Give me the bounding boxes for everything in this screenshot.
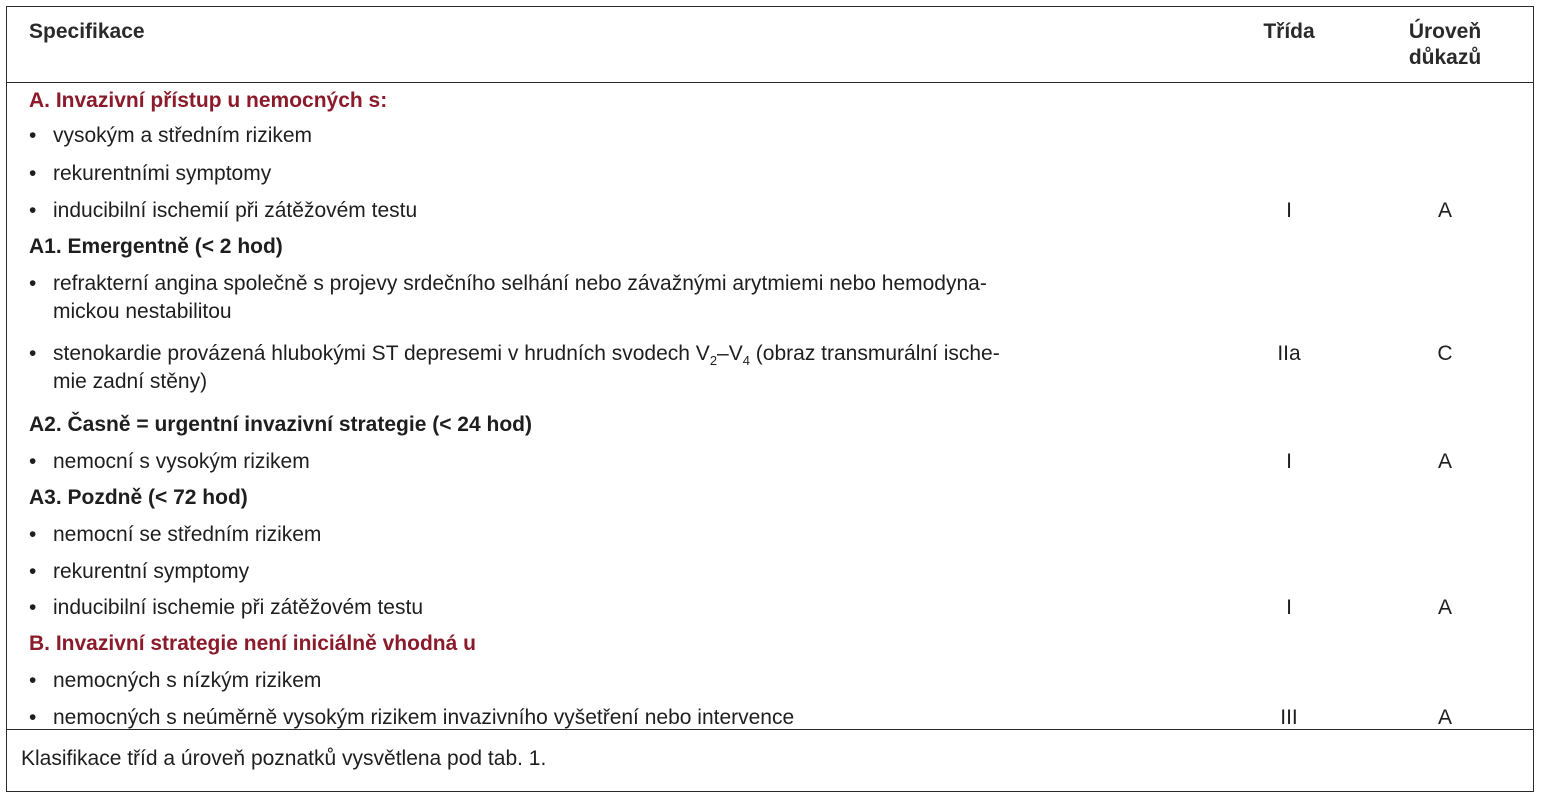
row-text: stenokardie provázená hlubokými ST depresemi v hrudních svodech $V_2-V_4$ (obraz transmurální ische-	[53, 342, 1000, 369]
row-level: A	[1437, 199, 1452, 222]
row-text: vysokým a středním rizikem	[53, 124, 313, 147]
row-spec: B. Invazivní strategie není iniciálně vhodná u	[29, 632, 476, 655]
row-spec	[29, 521, 1204, 549]
row-text: refrakterní angina společně s projevy srdečního selhání nebo závažnými arytmiemi nebo hemodyna-	[53, 272, 987, 295]
row-class: I	[1286, 450, 1292, 473]
row-spec	[29, 197, 1204, 225]
row-level: C	[1437, 342, 1453, 365]
row-level: A	[1437, 596, 1452, 619]
row-text: nemocných s neúměrně vysokým rizikem invazivního vyšetření nebo intervence	[53, 706, 795, 729]
row-spec: A3. Pozdně (< 72 hod)	[29, 486, 248, 509]
row-text: nemocní s vysokým rizikem	[53, 450, 310, 473]
row-text-continuation: mickou nestabilitou	[53, 300, 232, 323]
row-class: I	[1286, 596, 1292, 619]
row-spec	[29, 704, 1204, 732]
row-level: A	[1437, 706, 1452, 729]
footer-divider	[7, 729, 1533, 730]
row-level: A	[1437, 450, 1452, 473]
row-spec	[29, 558, 1204, 586]
row-class: IIa	[1277, 342, 1301, 365]
row-spec: A1. Emergentně (< 2 hod)	[29, 235, 283, 258]
row-spec	[29, 160, 1204, 188]
row-class: III	[1280, 706, 1298, 729]
row-text: nemocných s nízkým rizikem	[53, 669, 322, 692]
row-spec: A2. Časně = urgentní invazivní strategie (< 24 hod)	[29, 413, 532, 436]
header-class: Třída	[1263, 20, 1315, 43]
row-text: nemocní se středním rizikem	[53, 523, 322, 546]
recommendation-table	[6, 6, 1534, 792]
row-spec	[29, 448, 1204, 476]
row-text: inducibilní ischemií při zátěžovém testu	[53, 199, 418, 222]
row-spec: A. Invazivní přístup u nemocných s:	[29, 89, 388, 112]
header-level: Úroveň důkazů	[1408, 20, 1482, 69]
row-spec	[29, 270, 1204, 326]
row-spec	[29, 340, 1204, 396]
header-specification: Specifikace	[29, 20, 145, 43]
row-text: inducibilní ischemie při zátěžovém testu	[53, 596, 424, 619]
table-footnote: Klasifikace tříd a úroveň poznatků vysvětlena pod tab. 1.	[21, 747, 547, 770]
row-text: rekurentní symptomy	[53, 560, 250, 583]
table-header	[7, 7, 1533, 83]
row-spec	[29, 594, 1204, 622]
row-text-continuation: mie zadní stěny)	[53, 370, 208, 393]
row-class: I	[1286, 199, 1292, 222]
row-text: rekurentními symptomy	[53, 162, 272, 185]
row-spec	[29, 667, 1204, 695]
row-spec	[29, 122, 1204, 150]
